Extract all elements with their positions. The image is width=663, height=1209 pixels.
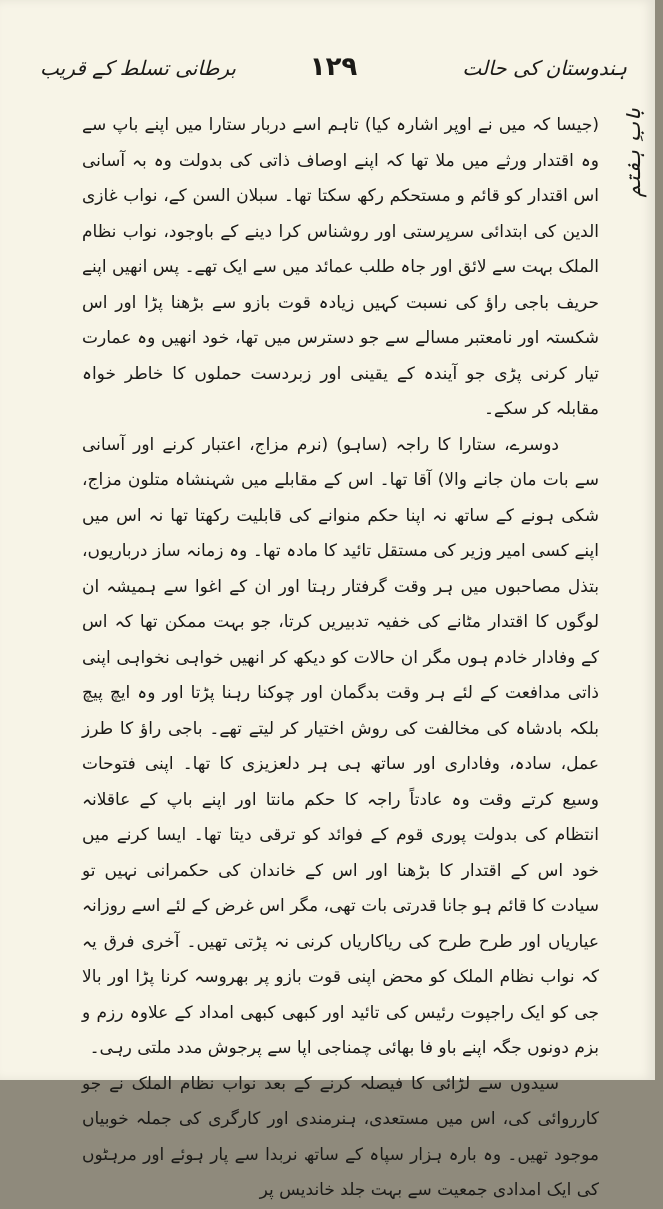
page-header — [40, 52, 627, 92]
paragraph-3: سیدوں سے لڑائی کا فیصلہ کرنے کے بعد نواب نظام الملک نے جو کارروائی کی، اس میں مستعدی، ہنرمندی اور کارگری کی جملہ خوبیاں موجود تھیں۔ وہ بارہ ہزار سپاہ کے ساتھ نربدا سے پار ہوئے اور مرہٹوں کی ایک امدادی جمعیت سے بہت جلد خاندیس پر — [82, 1073, 599, 1200]
paragraph-1: (جیسا کہ میں نے اوپر اشارہ کیا) تاہم اسے دربار ستارا میں اپنے باپ سے وہ اقتدار ورثے میں ملا تھا کہ اپنے اوصاف ذاتی کی بدولت وہ بہ آسانی اس اقتدار کو قائم و مستحکم رکھ سکتا تھا۔ سبلان السن کے، نواب غازی الدین کی ابتدائی سرپرستی اور روشناس کرا دینے کے باوجود، نواب نظام الملک بہت سے لائق اور جاہ طلب عمائد میں سے ایک تھے۔ پس انھیں اپنے حریف باجی راؤ کی نسبت کہیں زیادہ قوت بازو سے بڑھنا پڑا اور اس شکستہ اور نامعتبر مسالے سے جو دسترس میں تھا، خود انھیں وہ عمارت تیار کرنی پڑی جو آیندہ کے یقینی اور زبردست حملوں کا خاطر خواہ مقابلہ کر سکے۔ — [82, 115, 599, 419]
body-text — [82, 108, 599, 1209]
page-number: ۱۲۹ — [309, 52, 358, 82]
chapter-side-label: بابِ ہفتم — [621, 108, 645, 198]
section-title: برطانی تسلط کے قریب — [40, 56, 236, 80]
paragraph-2: دوسرے، ستارا کا راجہ (ساہو) (نرم مزاج، اعتبار کرنے اور آسانی سے بات مان جانے والا) آقا تھا۔ اس کے مقابلے میں شہنشاہ متلون مزاج، شکی ہونے کے ساتھ نہ اپنا حکم منوانے کی قابلیت رکھتا تھا نہ اس میں اپنے کسی امیر وزیر کی مستقل تائید کا مادہ تھا۔ وہ زمانہ ساز درباریوں، بتذل مصاحبوں میں ہر وقت گرفتار رہتا اور ان کے اغوا سے ہمیشہ ان لوگوں کا اقتدار مٹانے کی خفیہ تدبیریں کرتا، جو بہت ممکن تھا کہ اس کے وفادار خادم ہوں مگر ان حالات کو دیکھ کر انھیں خواہی نخواہی اپنی ذاتی مدافعت کے لئے ہر وقت بدگمان اور چوکنا رہنا پڑتا اور وہ ایچ پیچ بلکہ بادشاہ کی مخالفت کی روش اختیار کر لیتے تھے۔ باجی راؤ کا طرز عمل، سادہ، وفاداری اور ساتھ ہی ہر دلعزیزی کا تھا۔ اپنی فتوحات وسیع کرتے وقت وہ عادتاً راجہ کا حکم مانتا اور اپنے باپ کے عاقلانہ انتظام کی بدولت پوری قوم کے فوائد کو ترقی دیتا تھا۔ ایسا کرنے میں خود اس کے اقتدار کا بڑھنا اور اس کے خاندان کی حکمرانی نہیں تو سیادت کا قائم ہو جانا قدرتی بات تھی، مگر اس غرض کے لئے اسے روزانہ عیاریاں اور طرح طرح کی ریاکاریاں کرنی نہ پڑتی تھیں۔ آخری فرق یہ کہ نواب نظام الملک کو محض اپنی قوت بازو پر بھروسہ کرنا پڑا اور بالا جی کو ایک راجپوت رئیس کی تائید اور کبھی کبھی امداد کے علاوہ رزم و بزم دونوں جگہ اپنے باو فا بھائی چمناجی اپا سے پرجوش مدد ملتی رہی۔ — [82, 434, 599, 1058]
chapter-title: ہندوستان کی حالت — [462, 56, 627, 80]
